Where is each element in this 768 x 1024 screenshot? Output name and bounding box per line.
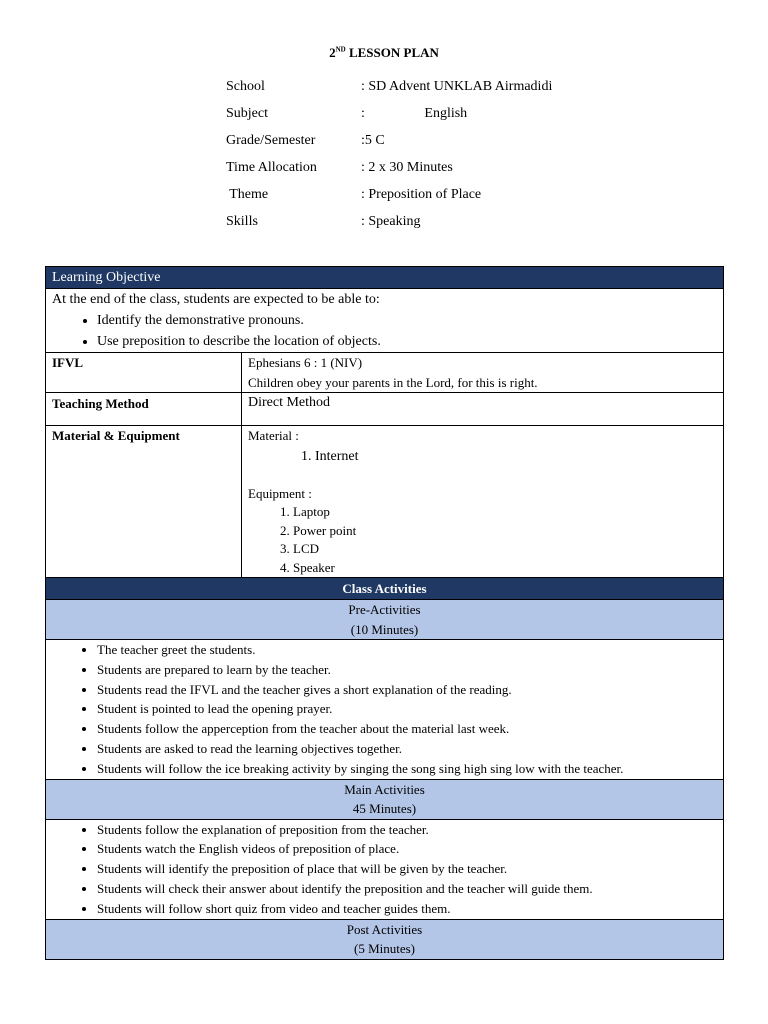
- info-row-time: Time Allocation : 2 x 30 Minutes: [226, 160, 453, 175]
- material-equipment-content: [242, 426, 724, 578]
- material-heading: Material :: [248, 428, 299, 443]
- ifvl-label: IFVL: [46, 353, 242, 393]
- list-item: • Students follow the explanation of preposition from the teacher.: [97, 820, 717, 840]
- list-item: 4. Speaker: [293, 559, 717, 578]
- list-item: • Students will check their answer about identify the preposition and the teacher will guide them.: [97, 879, 717, 899]
- learning-objective-list: [52, 310, 717, 352]
- page-title: 2ND LESSON PLAN: [329, 45, 439, 60]
- learning-objective-intro: At the end of the class, students are expected to be able to:: [52, 292, 380, 307]
- class-activities-header: Class Activities: [46, 578, 724, 600]
- list-item: 1. Laptop: [293, 503, 717, 522]
- list-item: 2. Power point: [293, 522, 717, 541]
- info-row-grade: Grade/Semester :5 C: [226, 133, 385, 148]
- main-activities-header: [46, 779, 724, 819]
- list-item: • The teacher greet the students.: [97, 640, 717, 660]
- teaching-method-label: Teaching Method: [46, 393, 242, 426]
- material-equipment-label: Material & Equipment: [46, 426, 242, 578]
- list-item: • Use preposition to describe the location of objects.: [97, 331, 717, 352]
- equipment-list: [248, 503, 717, 577]
- list-item: • Students watch the English videos of preposition of place.: [97, 839, 717, 859]
- main-activities-list: [52, 820, 717, 919]
- main-activities-duration: 45 Minutes): [352, 801, 417, 817]
- list-item: • Students are prepared to learn by the teacher.: [97, 660, 717, 680]
- main-activities-body: [46, 819, 724, 919]
- ifvl-content: [242, 353, 724, 393]
- post-activities-header: [46, 919, 724, 959]
- learning-objective-header: Learning Objective: [46, 267, 724, 289]
- list-item: • Students will follow short quiz from video and teacher guides them.: [97, 899, 717, 919]
- info-row-subject: Subject : English: [226, 106, 468, 121]
- pre-activities-header: [46, 600, 724, 640]
- lesson-plan-table: [45, 266, 724, 960]
- equipment-heading: Equipment :: [248, 485, 312, 501]
- list-item: 3. LCD: [293, 540, 717, 559]
- material-list: [248, 446, 717, 467]
- list-item: • Students are asked to read the learning objectives together.: [97, 739, 717, 759]
- list-item: • Students follow the apperception from the teacher about the material last week.: [97, 719, 717, 739]
- info-row-theme: Theme : Preposition of Place: [226, 187, 482, 202]
- teaching-method-value: Direct Method: [242, 393, 724, 426]
- list-item: • Identify the demonstrative pronouns.: [97, 310, 717, 331]
- info-block: [226, 79, 552, 241]
- pre-activities-body: [46, 640, 724, 780]
- info-row-school: School : SD Advent UNKLAB Airmadidi: [226, 79, 553, 94]
- ifvl-verse: Children obey your parents in the Lord, for this is right.: [248, 374, 538, 390]
- list-item: • Students will identify the preposition of place that will be given by the teacher.: [97, 859, 717, 879]
- list-item: • Students read the IFVL and the teacher gives a short explanation of the reading.: [97, 680, 717, 700]
- main-activities-title: Main Activities: [344, 781, 425, 797]
- pre-activities-title: Pre-Activities: [348, 602, 421, 617]
- learning-objective-body: [46, 289, 724, 353]
- info-row-skills: Skills : Speaking: [226, 214, 421, 229]
- list-item: 1. Internet: [315, 446, 717, 467]
- list-item: • Students will follow the ice breaking activity by singing the song sing high sing low with the teacher.: [97, 759, 717, 779]
- pre-activities-list: [52, 640, 717, 779]
- list-item: • Student is pointed to lead the opening prayer.: [97, 699, 717, 719]
- post-activities-title: Post Activities: [346, 921, 423, 937]
- post-activities-duration: (5 Minutes): [353, 941, 416, 957]
- pre-activities-duration: (10 Minutes): [350, 621, 419, 637]
- ifvl-reference: Ephesians 6 : 1 (NIV): [248, 355, 363, 370]
